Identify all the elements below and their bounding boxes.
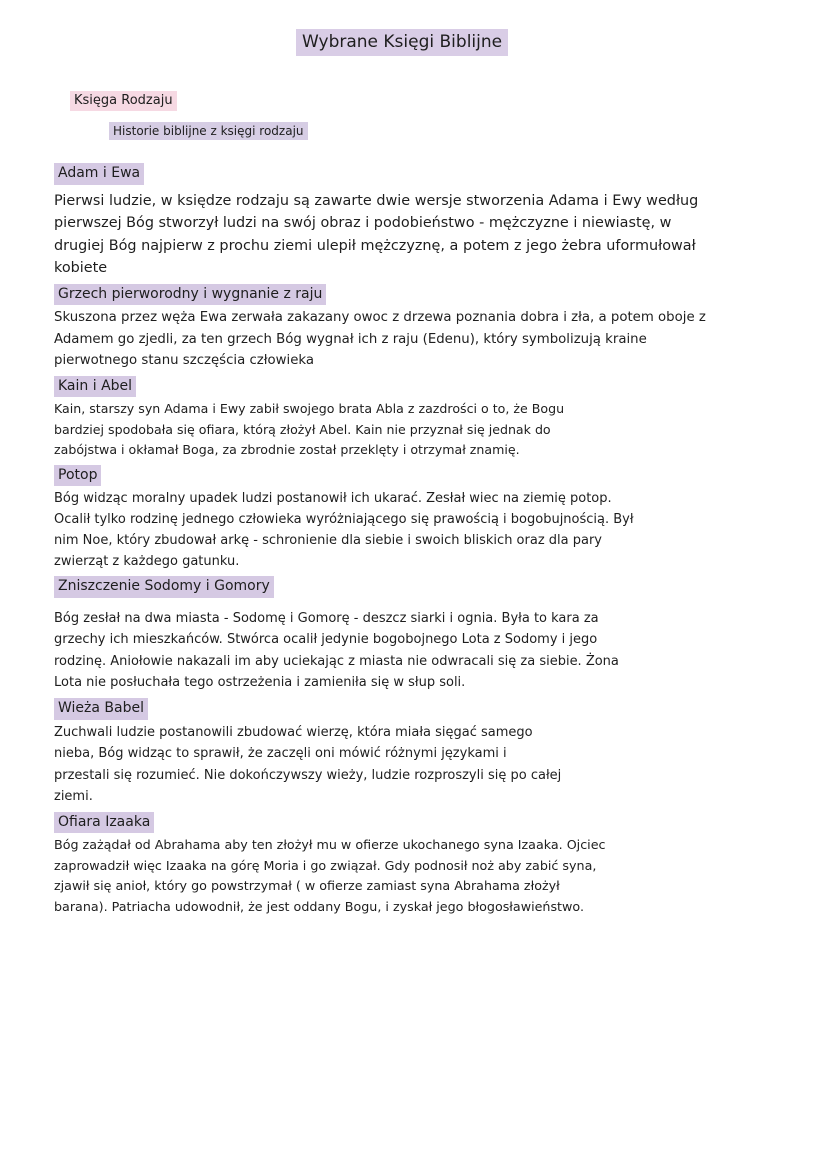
section-grzech-pierworodny	[54, 283, 754, 372]
section-wieza-babel	[54, 697, 754, 808]
section-heading: Kain i Abel	[54, 376, 136, 398]
book-subtitle: Historie biblijne z księgi rodzaju	[109, 122, 308, 140]
section-body: Bóg widząc moralny upadek ludzi postanowił ich ukarać. Zesłał wiec na ziemię potop. Ocalił tylko rodzinę jednego człowieka wyróżniającego się prawością i bogobujnością. Był nim Noe, który zbudował arkę - schronienie dla siebie i swoich bliskich oraz dla pary zwierząt z każdego gatunku.	[54, 491, 634, 570]
section-potop	[54, 464, 754, 573]
section-adam-i-ewa	[54, 162, 754, 280]
section-heading: Zniszczenie Sodomy i Gomory	[54, 576, 274, 598]
section-body: Pierwsi ludzie, w księdze rodzaju są zawarte dwie wersje stworzenia Adama i Ewy według pierwszej Bóg stworzył ludzi na swój obraz i podobieństwo - mężczyzne i niewiastę, w drugiej Bóg najpierw z prochu ziemi ulepił mężczyznę, a potem z jego żebra uformułował kobiete	[54, 192, 699, 277]
section-ofiara-izaaka	[54, 811, 754, 918]
section-heading: Adam i Ewa	[54, 163, 144, 185]
section-body: Skuszona przez węża Ewa zerwała zakazany owoc z drzewa poznania dobra i zła, a potem oboje z Adamem go zjedli, za ten grzech Bóg wygnał ich z raju (Edenu), który symbolizują kraine pierwotnego stanu szczęścia człowieka	[54, 310, 706, 369]
document-title: Wybrane Księgi Biblijne	[296, 29, 508, 56]
section-heading: Potop	[54, 465, 101, 487]
section-heading: Wieża Babel	[54, 698, 148, 720]
section-body: Kain, starszy syn Adama i Ewy zabił swojego brata Abla z zazdrości o to, że Bogu bardziej spodobała się ofiara, którą złożył Abel. Kain nie przyznał się jednak do zabójstwa i okłamał Boga, za zbrodnie został przeklęty i otrzymał znamię.	[54, 401, 565, 458]
section-body: Zuchwali ludzie postanowili zbudować wierzę, która miała sięgać samego nieba, Bóg widząc to sprawił, że zaczęli oni mówić różnymi językami i przestali się rozumieć. Nie dokończywszy wieży, ludzie rozproszyli się po całej ziemi.	[54, 724, 562, 805]
section-body: Bóg zesłał na dwa miasta - Sodomę i Gomorę - deszcz siarki i ognia. Była to kara za grzechy ich mieszkańców. Stwórca ocalił jedynie bogobojnego Lota z Sodomy i jego rodzinę. Aniołowie nakazali im aby uciekając z miasta nie odwracali się za siebie. Żona Lota nie posłuchała tego ostrzeżenia i zamieniła się w słup soli.	[54, 610, 619, 691]
section-sodoma-i-gomora	[54, 575, 754, 694]
section-kain-i-abel	[54, 375, 754, 461]
sections-list	[54, 162, 754, 920]
book-title: Księga Rodzaju	[70, 91, 177, 111]
section-heading: Ofiara Izaaka	[54, 812, 154, 834]
section-heading: Grzech pierworodny i wygnanie z raju	[54, 284, 326, 306]
section-body: Bóg zażądał od Abrahama aby ten złożył mu w ofierze ukochanego syna Izaaka. Ojciec zaprowadził więc Izaaka na górę Moria i go związał. Gdy podnosił noż aby zabić syna, zjawił się anioł, który go powstrzymał ( w ofierze zamiast syna Abrahama złożył barana). Patriacha udowodnił, że jest oddany Bogu, i zyskał jego błogosławieństwo.	[54, 837, 606, 914]
